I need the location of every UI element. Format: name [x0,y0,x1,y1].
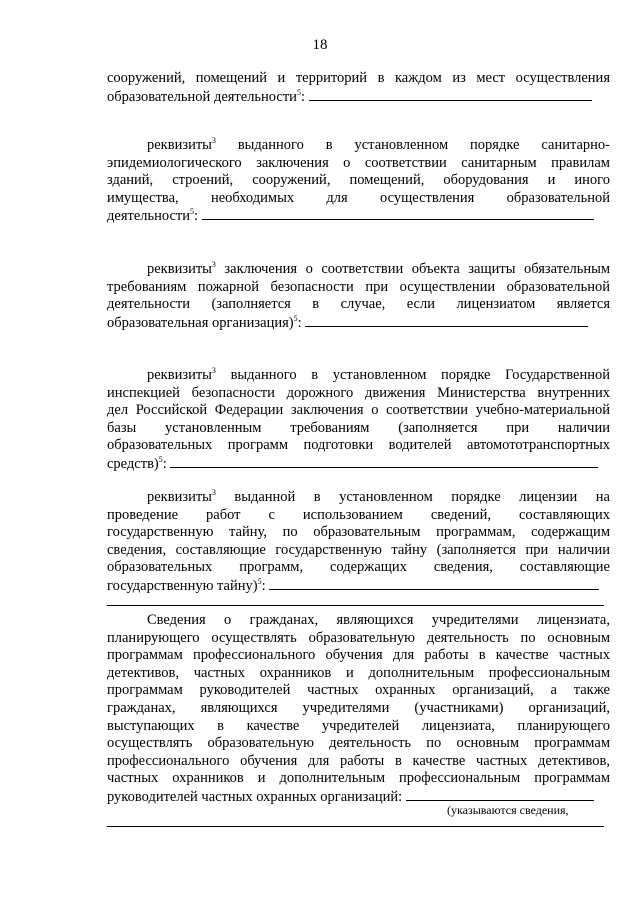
paragraph-sanitary: реквизиты$^3$ выданного в установленном порядке санитарно- эпидемиологического заключения о соответствии санитарным правилам зданий, строений, сооружений, помещений, оборудования и иного имущества, необходимых для осуществления образовательной деятельности$^5$: [107,136,610,225]
footnote-mark: 3 [211,366,216,376]
text-line: руководителей частных охранных организаций: [107,788,403,805]
page-number: 18 [312,37,328,53]
text-line: образовательной деятельности [107,88,297,105]
paragraph-premises: сооружений, помещений и территорий в каждом из мест осуществления образовательной деятельности$^5$: [107,70,610,105]
fill-in-line[interactable] [107,826,604,827]
text-line: Сведения о гражданах, являющихся учредителями лицензиата, [147,612,610,628]
fill-in-field[interactable] [309,88,592,101]
footnote-mark: 5 [293,313,298,323]
text-line: выступающих в качестве учредителей лицензиата, планирующего [107,717,610,734]
footnote-mark: 5 [190,207,195,217]
text-line: дел Российской Федерации заключения о соответствии учебно-материальной [107,402,610,419]
text-line: программам руководителей частных охранных организаций, а также [107,682,610,699]
text-line: образовательная организация) [107,314,294,331]
text-line: средств) [107,455,159,472]
footnote-mark: 3 [211,136,216,146]
text-line: имущества, необходимых для осуществления образовательной [107,189,610,206]
text-line: базы установленным требованиям (заполняется при наличии [107,419,610,436]
text-line: образовательных программ подготовки водителей автомототранспортных [107,437,610,454]
text-line: реквизиты [147,137,212,153]
footnote-mark: 5 [257,577,262,587]
fill-in-field[interactable] [202,207,594,220]
text-line: профессионального обучения для работы в качестве частных детективов, [107,752,610,769]
paragraph-state-secret: реквизиты$^3$ выданной в установленном порядке лицензии на проведение работ с использованием сведений, составляющих государственную тайну, по образовательным программам, содержащим сведения, составляющие государственную тайну (заполняется при наличии образовательных программ, содержащих сведения, составляющие государственную тайну)$^5$: [107,488,610,594]
field-caption: (указываются сведения, [447,803,569,817]
text-line: программам профессионального обучения для работы в качестве частных [107,647,610,664]
text-line: планирующего осуществлять образовательную деятельность по основным [107,629,610,646]
footnote-mark: 5 [296,87,301,97]
text-line: осуществлять образовательную деятельность по основным программам [107,735,610,752]
text-line: деятельности (заполняется в случае, если лицензиатом является [107,296,610,313]
fill-in-field[interactable] [406,788,594,801]
text-line: проведение работ с использованием сведений, составляющих [107,506,610,523]
text-line: государственную тайну) [107,577,258,594]
text-line: реквизиты [147,261,212,277]
text-line: эпидемиологического заключения о соответствии санитарным правилам [107,154,610,171]
footnote-mark: 3 [211,260,216,270]
text-line: реквизиты [147,367,212,383]
text-line: гражданах, являющихся учредителями (участниками) организаций, [107,699,610,716]
text-line: инспекцией безопасности дорожного движения Министерства внутренних [107,384,610,401]
text-line: детективов, частных охранников и дополнительным профессиональным [107,664,610,681]
text-line: государственную тайну, по образовательным программам, содержащим [107,524,610,541]
fill-in-field[interactable] [269,577,599,590]
text-line: сведения, составляющие государственную тайну (заполняется при наличии [107,541,610,558]
text-line: частных охранников и дополнительным профессиональным программам [107,770,610,787]
text-line: зданий, строений, сооружений, помещений, оборудования и иного [107,172,610,189]
text-line: требованиям пожарной безопасности при осуществлении образовательной [107,278,610,295]
text-line: деятельности [107,208,191,225]
text-line: реквизиты [147,489,212,505]
paragraph-traffic-safety: реквизиты$^3$ выданного в установленном порядке Государственной инспекцией безопасности дорожного движения Министерства внутренних дел Российской Федерации заключения о соответствии учебно-материальной базы установленным требованиям (заполняется при наличии образовательных программ подготовки водителей автомототранспортных средств)$^5$: [107,366,610,472]
text-line: сооружений, помещений и территорий в каждом из мест осуществления [107,70,610,86]
text-line: образовательных программ, содержащих сведения, составляющие [107,559,610,576]
paragraph-fire-safety: реквизиты$^3$ заключения о соответствии объекта защиты обязательным требованиям пожарной безопасности при осуществлении образовательной деятельности (заполняется в случае, если лицензиатом является образовательная организация)$^5$: [107,260,610,331]
fill-in-field[interactable] [305,314,588,327]
paragraph-founders [107,612,610,807]
fill-in-field[interactable] [170,455,598,468]
footnote-mark: 3 [211,488,216,498]
footnote-mark: 5 [158,455,163,465]
fill-in-line[interactable] [107,605,604,606]
